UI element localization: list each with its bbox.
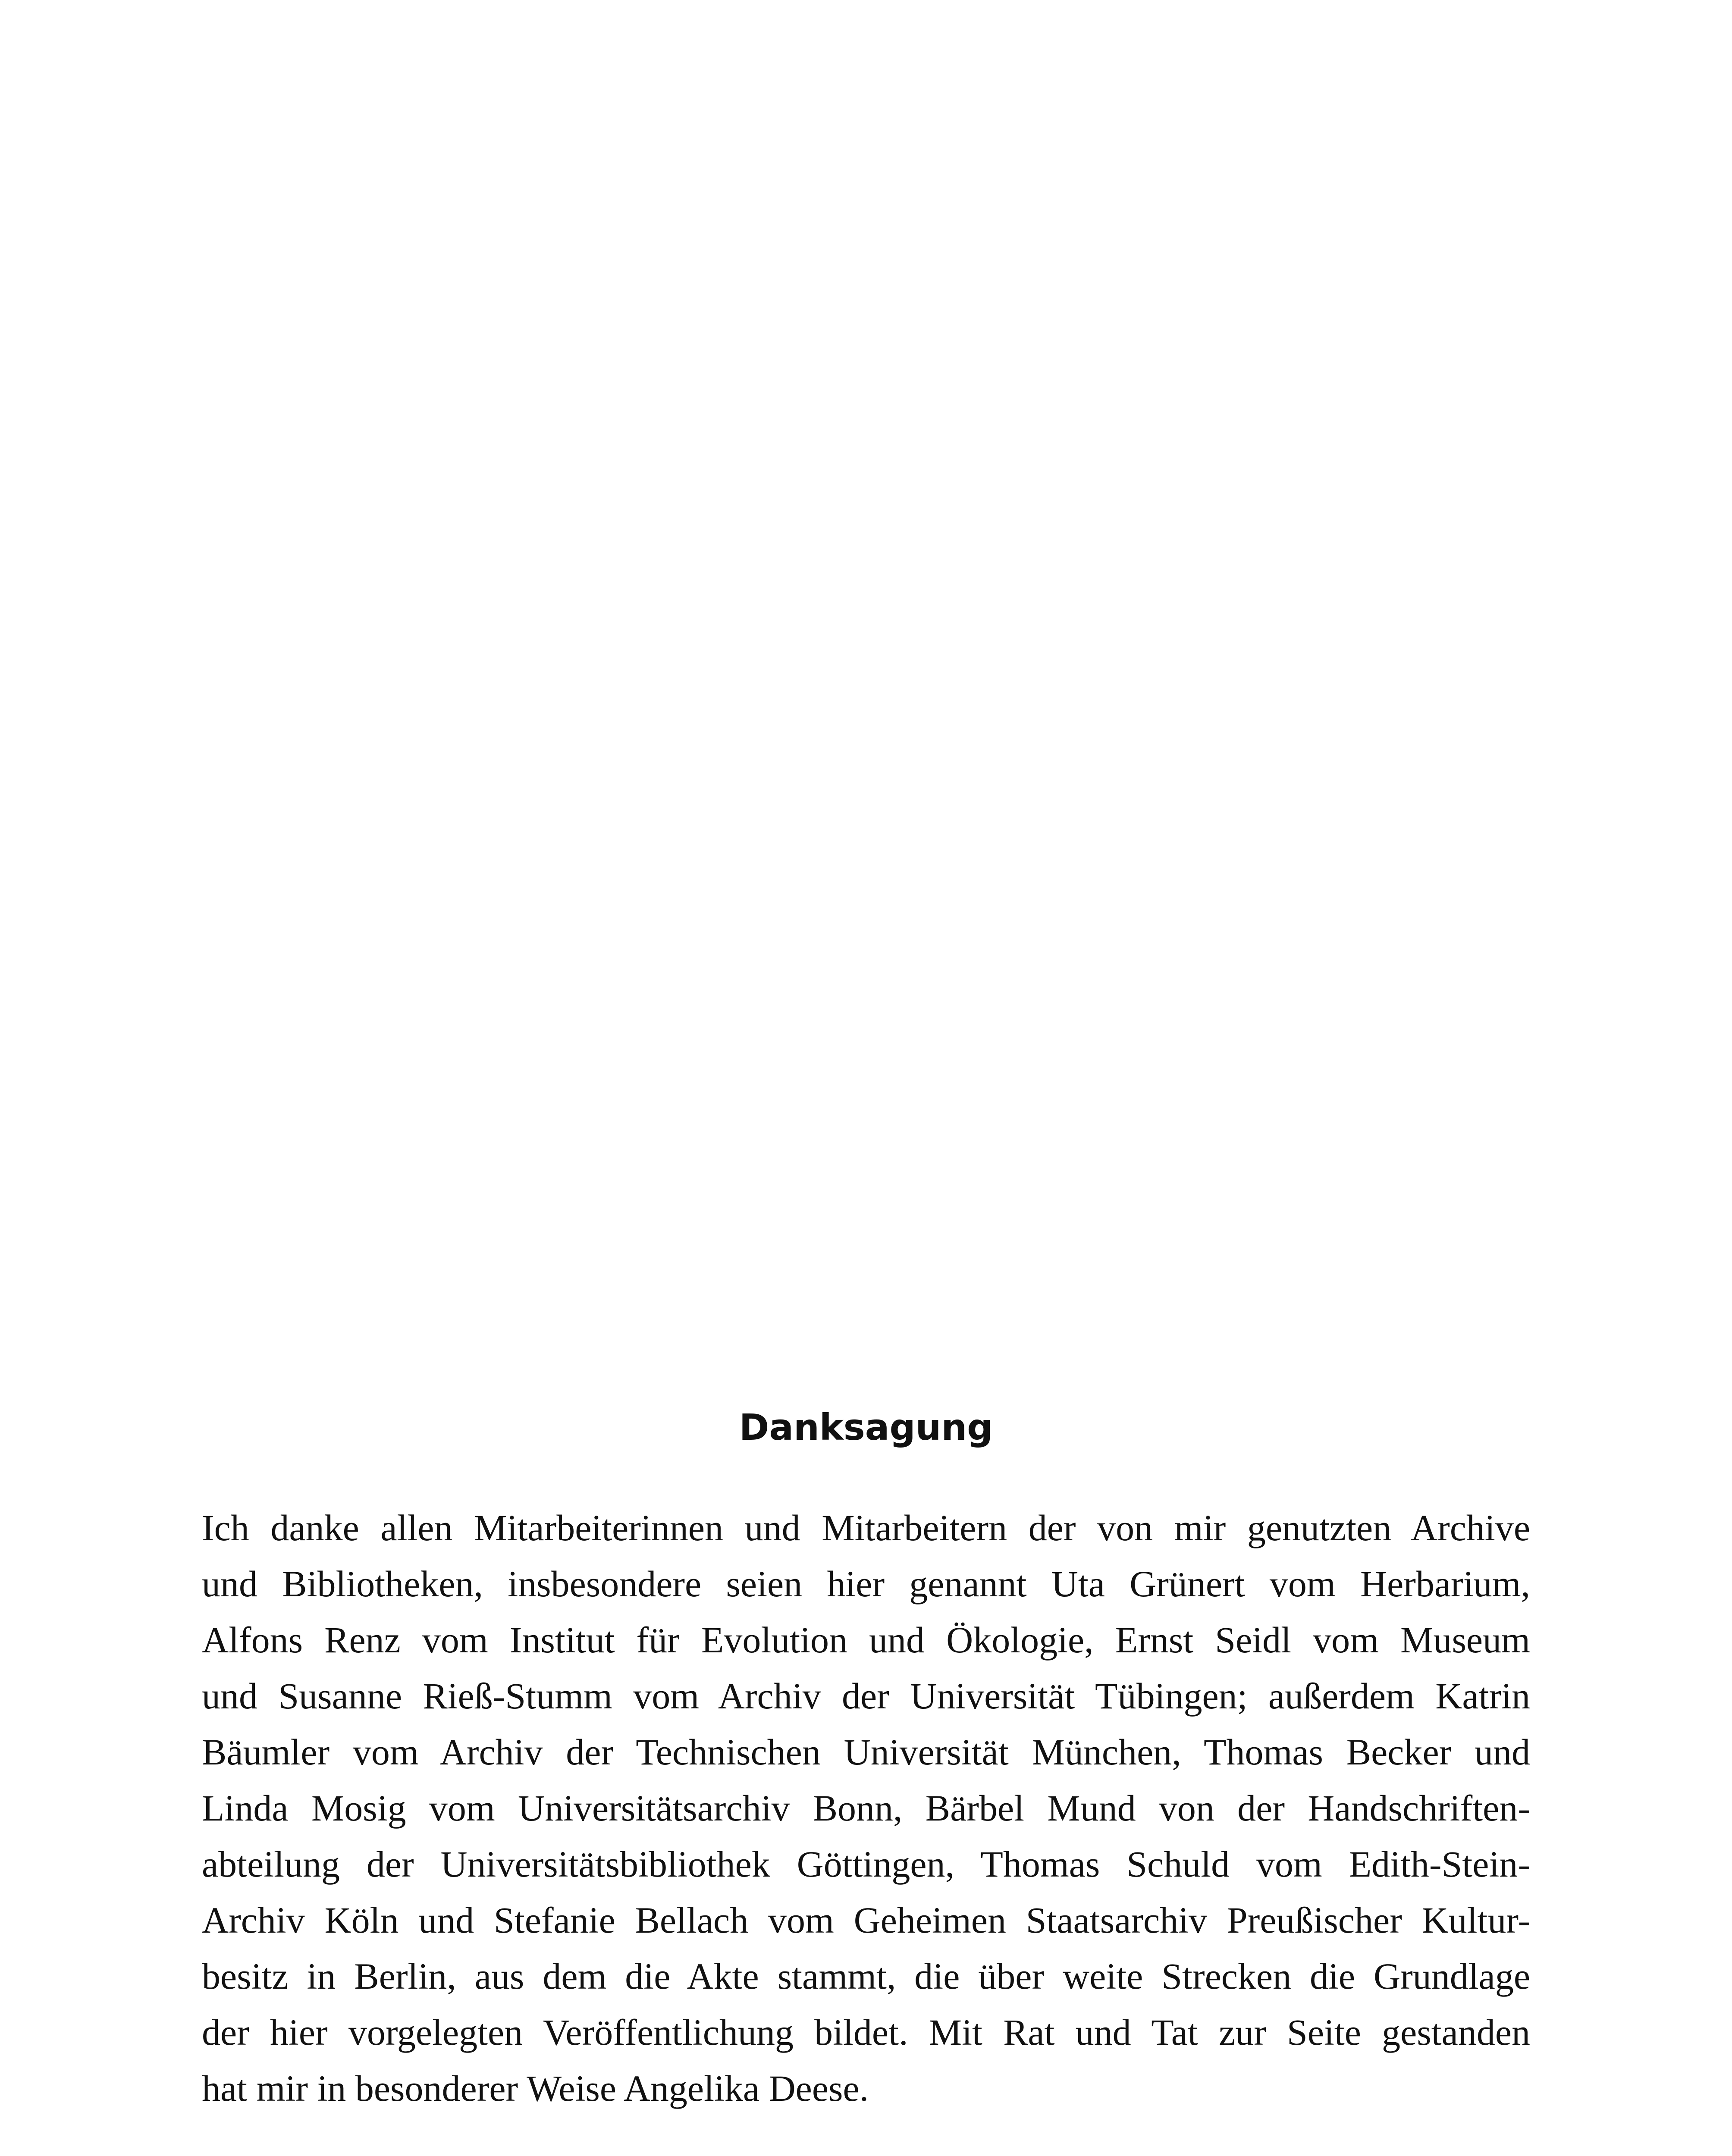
paragraph-line: abteilung der Universitätsbibliothek Göttingen, Thomas Schuld vom Edith-Stein- <box>202 1843 1530 1885</box>
paragraph-line: Linda Mosig vom Universitätsarchiv Bonn, Bärbel Mund von der Handschriften- <box>202 1787 1530 1829</box>
section-heading: Danksagung <box>739 1406 993 1448</box>
paragraph-line: und Susanne Rieß-Stumm vom Archiv der Universität Tübingen; außerdem Katrin <box>202 1675 1530 1717</box>
acknowledgement-paragraph <box>202 1500 1530 2116</box>
paragraph-line: der hier vorgelegten Veröffentlichung bildet. Mit Rat und Tat zur Seite gestanden <box>202 2012 1530 2053</box>
paragraph-line: Ich danke allen Mitarbeiterinnen und Mitarbeitern der von mir genutzten Archive <box>202 1507 1530 1548</box>
paragraph-line: Bäumler vom Archiv der Technischen Universität München, Thomas Becker und <box>202 1731 1530 1773</box>
paragraph-line: besitz in Berlin, aus dem die Akte stammt, die über weite Strecken die Grundlage <box>202 1955 1530 1997</box>
paragraph-line: Archiv Köln und Stefanie Bellach vom Geheimen Staatsarchiv Preußischer Kultur- <box>202 1899 1530 1941</box>
paragraph-line: Alfons Renz vom Institut für Evolution und Ökologie, Ernst Seidl vom Museum <box>202 1619 1530 1661</box>
paragraph-line-last: hat mir in besonderer Weise Angelika Deese. <box>202 2068 869 2109</box>
paragraph-line: und Bibliotheken, insbesondere seien hier genannt Uta Grünert vom Herbarium, <box>202 1563 1530 1604</box>
